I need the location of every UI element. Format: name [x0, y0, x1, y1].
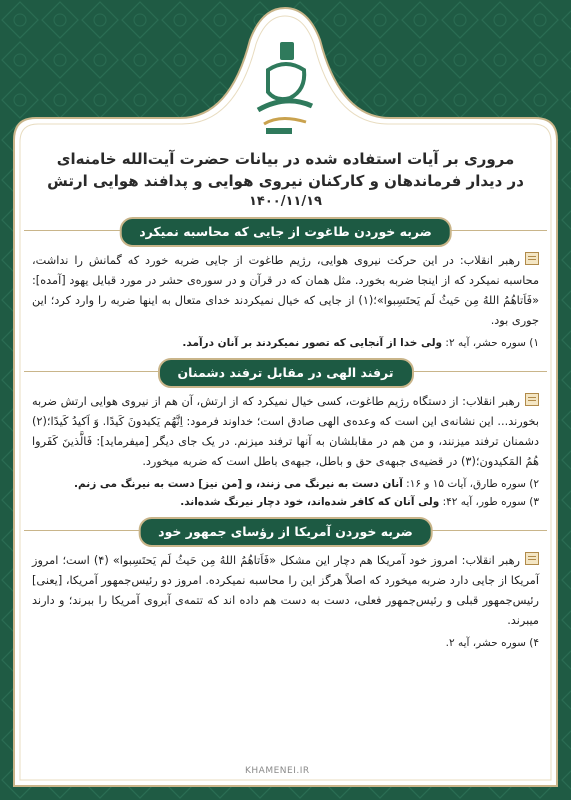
footnote-1-ref: ۱) سوره حشر، آیه ۲: [442, 337, 539, 349]
footnote-3-ref: ۳) سوره طور، آیه ۴۲: [439, 496, 539, 508]
footnote-4-ref: ۴) سوره حشر، آیه ۲. [445, 637, 539, 649]
footnote-1-text: ولی خدا از آنجایی که تصور نمیکردند بر آنان درآمد. [182, 337, 443, 349]
footnote-4 [32, 634, 539, 652]
footnote-2-ref: ۲) سوره طارق، آیات ۱۵ و ۱۶: [402, 478, 539, 490]
section-1-title: ضربه خوردن طاغوت از جایی که محاسبه نمیکرد [119, 217, 452, 247]
footnote-1 [32, 334, 539, 352]
content-area [24, 148, 547, 652]
section-2-text: رهبر انقلاب: از دستگاه رژیم طاغوت، کسی خیال نمیکرد که از ارتش، آن هم از نیروی هوایی ارتش ضربه بخورند... این نشانه‌ی این است که وعده‌ی الهی صادق است؛ خداوند فرمود: اِنَّهُم یَکیدونَ کَیدًا. وَ اَکیدُ کَیدًا؛(۲) دشمنان ترفند میزنند، و من هم در مقابلشان به آنها ترفند میزنم. در یک جای دیگر [میفرماید]: فَالَّذینَ کَفَروا هُمُ المَکیدون؛(۳) در قضیه‌ی جبهه‌ی حق و باطل، جبهه‌ی باطل است که ضربه میخورد. [32, 395, 539, 468]
calligraphy-logo [246, 40, 326, 140]
section-3-heading [24, 517, 547, 543]
section-1-paragraph [32, 251, 539, 331]
quote-note-icon [525, 393, 539, 406]
section-3-text: رهبر انقلاب: امروز خود آمریکا هم دچار این مشکل «فَاَتاهُمُ اللهُ مِن حَیثُ لَم یَحتَسِبوا» (۴) است؛ امروز آمریکا از جایی دارد ضربه میخورد که اصلاً هرگز این را محاسبه نمیکرده. امروز دو رئیس‌جمهور آمریکا، [یعنی] رئیس‌جمهور قبلی و رئیس‌جمهور فعلی، دست به دست هم داده اند که تتمه‌ی آبروی آمریکا را ببرند؛ و دارند میبرند. [32, 554, 539, 627]
page-title-line1: مروری بر آیات استفاده شده در بیانات حضرت آیت‌الله خامنه‌ای [56, 150, 515, 168]
footnote-2-text: آنان دست به نیرنگ می زنند، و [من نیز] دست به نیرنگ می زنم. [74, 478, 403, 490]
section-3-paragraph [32, 551, 539, 631]
section-1-heading [24, 217, 547, 243]
quote-note-icon [525, 252, 539, 265]
section-2-paragraph [32, 392, 539, 472]
section-1-text: رهبر انقلاب: در این حرکت نیروی هوایی، رژیم طاغوت از جایی ضربه خورد که گمانش را نداشت، محاسبه نمیکرد که از اینجا ضربه بخورد. مثل همان که در قرآن و در سوره‌ی حشر در مورد قبایل یهود [آمده]: «فَاَتاهُمُ اللهُ مِن حَیثُ لَم یَحتَسِبوا»؛(۱) از جایی که خیال نمیکردند خدای متعال به اینها ضربه را وارد کرد؛ این جوری بود. [32, 254, 539, 327]
section-3-title: ضربه خوردن آمریکا از رؤسای جمهور خود [138, 517, 433, 547]
footnote-3 [32, 493, 539, 511]
page-date: ۱۴۰۰/۱۱/۱۹ [249, 194, 322, 209]
page-title-line2: در دیدار فرماندهان و کارکنان نیروی هوایی و پدافند هوایی ارتش [47, 172, 524, 190]
quote-note-icon [525, 552, 539, 565]
footnote-2 [32, 475, 539, 493]
source-watermark: KHAMENEI.IR [245, 766, 310, 776]
section-2-heading [24, 358, 547, 384]
section-2-title: ترفند الهی در مقابل ترفند دشمنان [157, 358, 413, 388]
footnote-3-text: ولی آنان که کافر شده‌اند، خود دچار نیرنگ شده‌اند. [180, 496, 440, 508]
